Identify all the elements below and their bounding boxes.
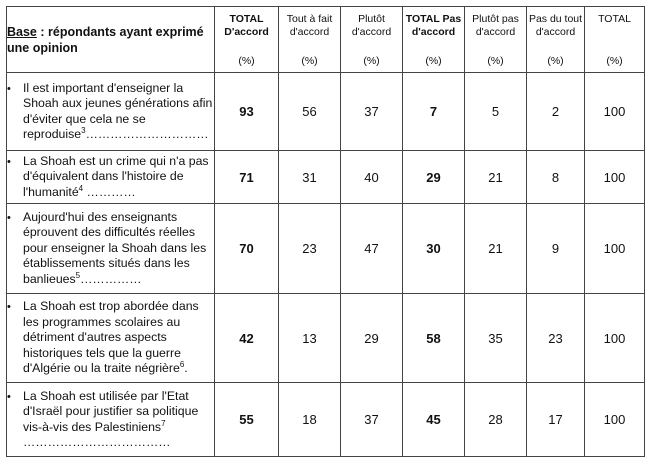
value-cell: 55 [215,383,279,457]
statement-cell [7,73,215,151]
base-label: Base [7,24,37,39]
statement-cell [7,204,215,294]
footnote-ref: 6 [179,360,185,370]
value-cell: 8 [527,151,585,204]
col-plutot-pas: Plutôt pas d'accord (%) [465,7,527,73]
footnote-ref: 3 [81,125,86,135]
statement-cell [7,151,215,204]
bullet-icon: • [7,390,11,403]
header-row [7,7,645,73]
leader-dots: ……………………………… [23,435,171,449]
col-total: TOTAL (%) [585,7,645,73]
value-cell: 13 [279,294,341,383]
value-cell: 2 [527,73,585,151]
base-header [7,7,215,73]
value-cell: 29 [403,151,465,204]
table-row [7,383,645,457]
statement-cell [7,294,215,383]
value-cell: 21 [465,151,527,204]
col-plutot-accord: Plutôt d'accord (%) [341,7,403,73]
table-row [7,204,645,294]
value-cell: 45 [403,383,465,457]
bullet-icon: • [7,211,11,224]
value-cell: 58 [403,294,465,383]
statement-text: Il est important d'enseigner la Shoah aux jeunes générations afin d'éviter que cela ne se reproduise$^3$………………………… [23,80,213,141]
leader-dots: . [184,361,188,376]
leader-dots: ………………………… [85,127,209,141]
value-cell: 37 [341,383,403,457]
table-row [7,294,645,383]
value-cell: 23 [279,204,341,294]
value-cell: 70 [215,204,279,294]
footnote-ref: 7 [161,418,166,428]
statement-text: La Shoah est utilisée par l'Etat d'Israël pour justifier sa politique vis-à-vis des Palestiniens$^7$ ……………………………… [23,388,199,449]
value-cell: 35 [465,294,527,383]
statement-text: La Shoah est un crime qui n'a pas d'équivalent dans l'histoire de l'humanité$^4$ ………… [23,153,209,199]
table-row [7,151,645,204]
col-pas-du-tout: Pas du tout d'accord (%) [527,7,585,73]
bullet-icon: • [7,301,11,314]
statement-text: La Shoah est trop abordée dans les programmes scolaires au détriment d'autres aspects historiques tels que la guerre d'Algérie ou la traite négrière$^6$. [23,299,199,376]
value-cell: 30 [403,204,465,294]
col-tout-a-fait: Tout à fait d'accord (%) [279,7,341,73]
value-cell: 100 [585,294,645,383]
value-cell: 28 [465,383,527,457]
value-cell: 21 [465,204,527,294]
value-cell: 56 [279,73,341,151]
bullet-icon: • [7,155,11,168]
col-total-pas-accord: TOTAL Pas d'accord (%) [403,7,465,73]
footnote-ref: 5 [75,270,81,280]
value-cell: 100 [585,383,645,457]
col-total-accord: TOTAL D'accord (%) [215,7,279,73]
table-row [7,73,645,151]
statement-text: Aujourd'hui des enseignants éprouvent des difficultés réelles pour enseigner la Shoah dans les établissements situés dans les banlieues$^5$…………… [23,209,207,286]
value-cell: 17 [527,383,585,457]
survey-table [6,6,645,457]
value-cell: 100 [585,204,645,294]
value-cell: 47 [341,204,403,294]
value-cell: 71 [215,151,279,204]
value-cell: 18 [279,383,341,457]
value-cell: 100 [585,151,645,204]
value-cell: 5 [465,73,527,151]
bullet-icon: • [7,82,11,95]
value-cell: 93 [215,73,279,151]
value-cell: 9 [527,204,585,294]
value-cell: 7 [403,73,465,151]
value-cell: 23 [527,294,585,383]
value-cell: 37 [341,73,403,151]
value-cell: 40 [341,151,403,204]
value-cell: 42 [215,294,279,383]
value-cell: 31 [279,151,341,204]
leader-dots: …………… [80,271,142,286]
value-cell: 100 [585,73,645,151]
value-cell: 29 [341,294,403,383]
leader-dots: ………… [83,184,136,199]
footnote-ref: 4 [78,183,84,193]
statement-cell [7,383,215,457]
base-text: : répondants ayant exprimé une opinion [7,24,204,55]
